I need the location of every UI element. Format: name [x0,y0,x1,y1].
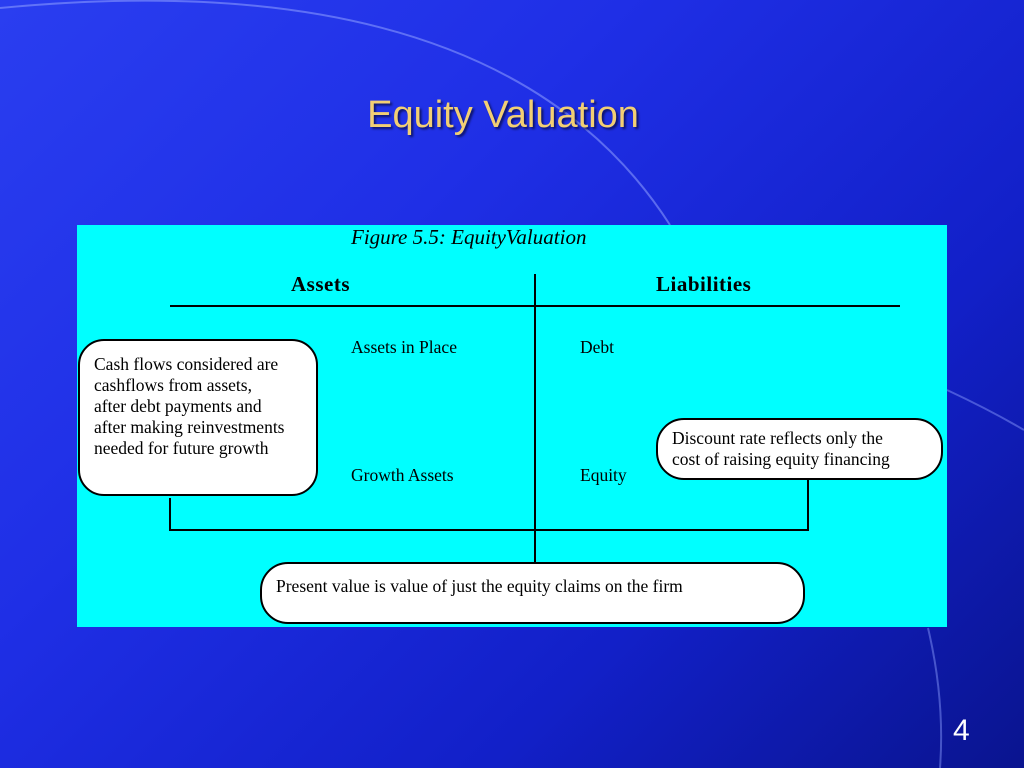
discount-rate-callout [656,418,943,480]
figure-caption: Figure 5.5: EquityValuation [351,225,587,249]
connector-left-leg [169,498,171,530]
growth-assets-label: Growth Assets [351,465,454,485]
liabilities-header: Liabilities [656,272,752,296]
page-number: 4 [953,714,970,747]
present-value-callout: Present value is value of just the equity claims on the firm [260,562,805,624]
connector-right-leg [807,479,809,530]
callout-line: needed for future growth [94,438,269,458]
assets-header: Assets [291,272,350,296]
cashflows-callout [78,339,318,496]
callout-line: cost of raising equity financing [672,449,890,469]
connector-bar [169,529,809,531]
callout-line: Cash flows considered are [94,354,279,374]
assets-in-place-label: Assets in Place [351,337,457,357]
slide-title: Equity Valuation [367,94,639,136]
balance-divider [534,274,536,563]
callout-line: cashflows from assets, [94,375,252,395]
callout-line: Discount rate reflects only the [672,428,883,448]
debt-label: Debt [580,337,615,357]
equity-label: Equity [580,465,627,485]
callout-line: after debt payments and [94,396,262,416]
figure-panel [77,225,947,627]
callout-line: after making reinvestments [94,417,285,437]
